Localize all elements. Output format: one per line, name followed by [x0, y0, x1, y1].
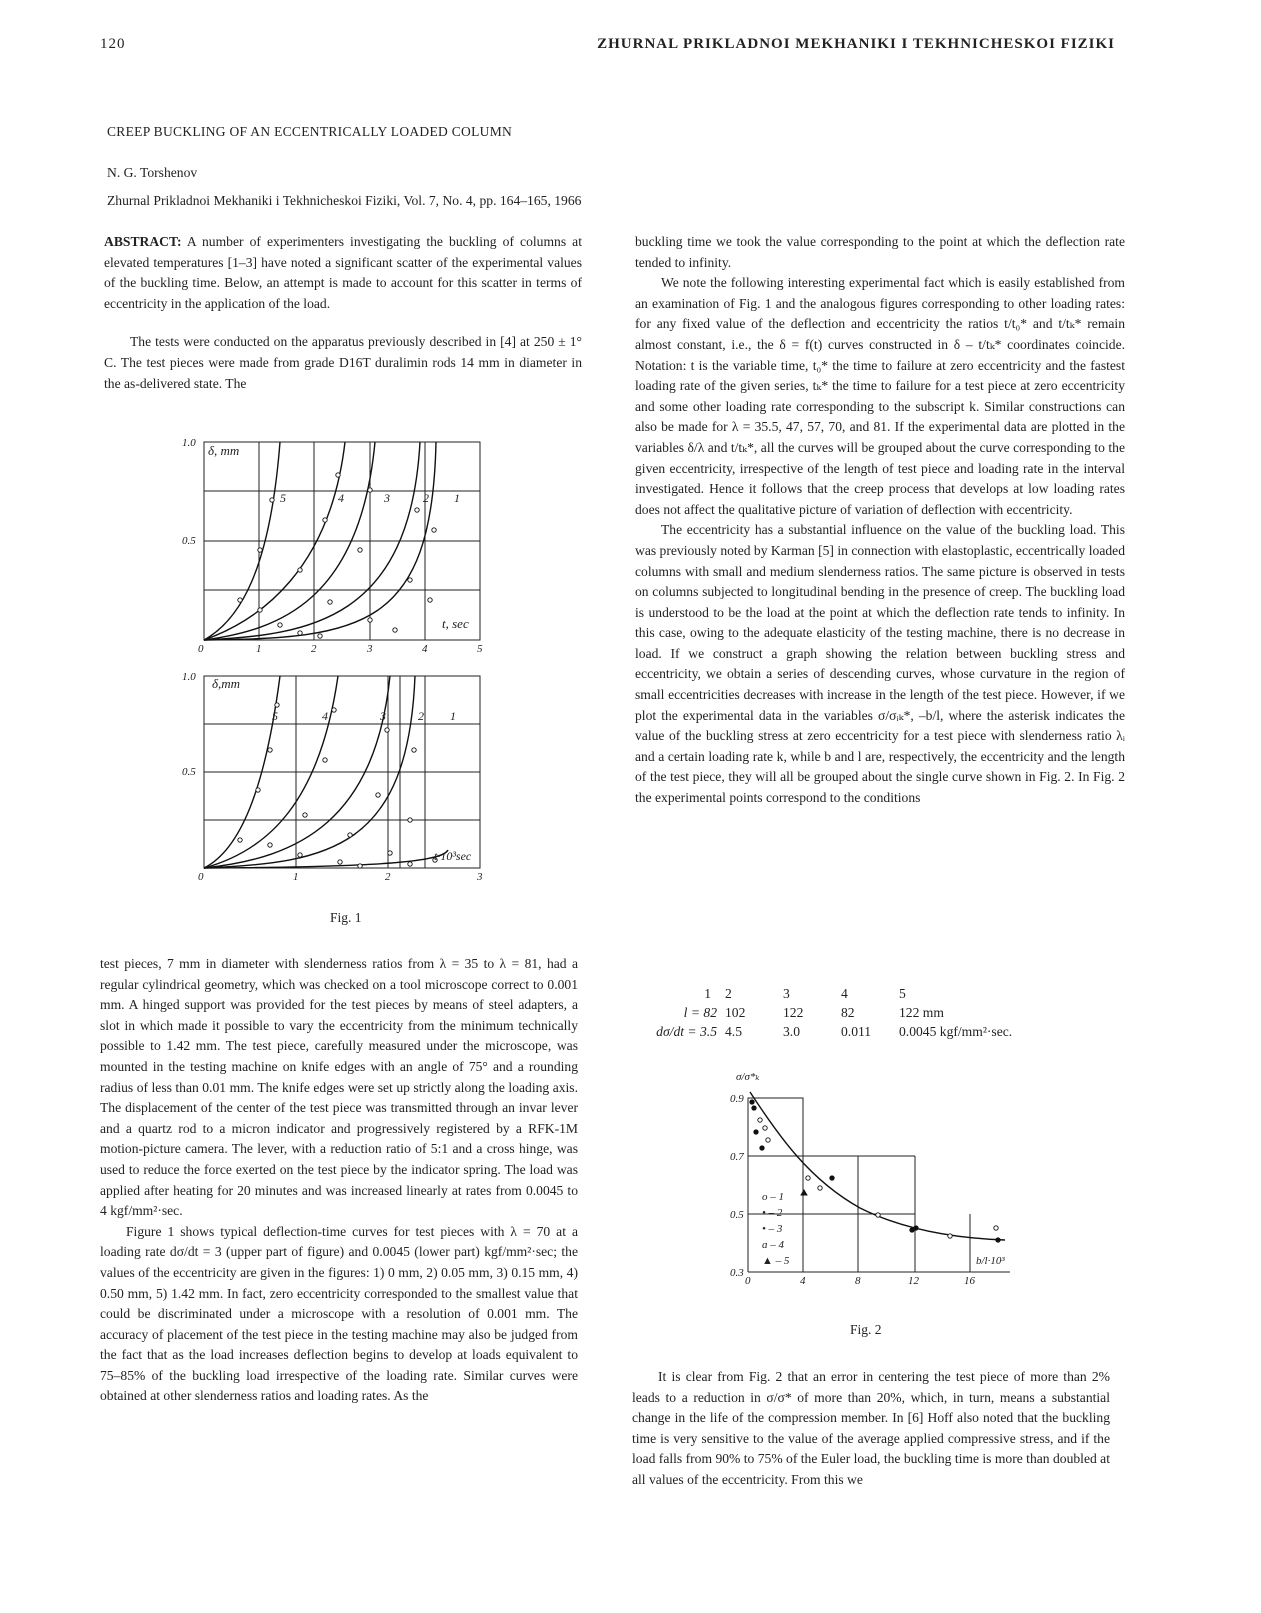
left-paragraph-3: Figure 1 shows typical deflection-time curves for test pieces with λ = 70 at a loading rate dσ/dt = 3 (upper part of figure) and 0.0045 (lower part) kgf/mm²·sec; the values of the eccentricity are given in the figures: 1) 0 mm, 2) 0.05 mm, 3) 0.15 mm, 4) 0.50 mm, 5) 1.42 mm. In fact, zero eccentricity corresponded to the smallest value that could be discriminated under a microscope with a resolution of 0.001 mm. The accuracy of placement of the test piece in the testing machine may also be judged from the fact that as the load increases deflection begins to develop at loads equivalent to 75–85% of the buckling load irrespective of the loading rate. Similar curves were obtained at other slenderness ratios and loading rates. As the: [100, 1223, 578, 1404]
fig1-top-label-5: 5: [280, 491, 286, 505]
fig1-bottom-label-5: 5: [272, 709, 278, 723]
fig1-top-ytick-05: 0.5: [182, 535, 196, 547]
fig2-ytick-03: 0.3: [730, 1267, 744, 1279]
cond-l-2: 102: [725, 1005, 746, 1020]
fig2-legend-1: o – 1: [762, 1191, 784, 1203]
fig2-ytick-05: 0.5: [730, 1209, 744, 1221]
page-number: 120: [100, 36, 126, 52]
fig1-bottom-label-1: 1: [450, 709, 456, 723]
abstract-label: ABSTRACT:: [104, 234, 182, 249]
fig1-top-ytick-1: 1.0: [182, 437, 196, 449]
fig1-top-label-1: 1: [454, 491, 460, 505]
fig2-xlabel: b/l·10³: [976, 1255, 1005, 1267]
fig2-xtick-16: 16: [964, 1275, 975, 1287]
fig2-ylabel: σ/σ*ₖ: [736, 1071, 760, 1083]
fig2-legend-3: • – 3: [762, 1223, 783, 1235]
abstract-paragraph: [104, 232, 582, 314]
cond-head-3: 3: [783, 986, 790, 1001]
cond-rate-2: 4.5: [725, 1024, 742, 1039]
fig2-xtick-8: 8: [855, 1275, 861, 1287]
right-column-upper: [635, 232, 1125, 809]
fig1-top-label-3: 3: [384, 491, 390, 505]
fig1-bottom-ytick-1: 1.0: [182, 671, 196, 683]
cond-l-label: l = 82: [683, 1005, 717, 1020]
fig2-legend-2: • – 2: [762, 1207, 783, 1219]
figure-2: [720, 1068, 1030, 1348]
conditions-header-row: [645, 984, 1012, 1003]
conditions-table: [645, 984, 1012, 1041]
abstract-text: A number of experimenters investigating the buckling of columns at elevated temperatures [1–3] have noted a significant scatter of the experimental values of the buckling time. Below, an attempt is made to account for this scatter in terms of eccentricity in the application of the load.: [104, 234, 582, 311]
cond-head-5: 5: [899, 986, 906, 1001]
fig1-caption: Fig. 1: [330, 910, 362, 925]
fig1-top-label-4: 4: [338, 491, 344, 505]
fig1-bottom-xtick-2: 2: [385, 871, 391, 883]
fig1-bottom-label-4: 4: [322, 709, 328, 723]
cond-rate-4: 0.011: [841, 1024, 872, 1039]
fig2-xtick-4: 4: [800, 1275, 806, 1287]
fig2-caption: Fig. 2: [850, 1322, 882, 1337]
fig2-curve: [750, 1092, 1005, 1240]
cond-rate-5: 0.0045 kgf/mm²·sec.: [899, 1024, 1013, 1039]
fig1-bottom-ylabel: δ,mm: [212, 676, 241, 691]
fig1-bottom-xlabel: t·10³sec: [434, 849, 472, 863]
fig1-top-xtick-5: 5: [477, 643, 483, 655]
article-title: CREEP BUCKLING OF AN ECCENTRICALLY LOADED COLUMN: [107, 124, 513, 139]
fig1-top-ylabel: δ, mm: [208, 443, 240, 458]
fig2-legend-4: ɑ – 4: [762, 1239, 784, 1251]
cond-rate-label: dσ/dt = 3.5: [656, 1024, 717, 1039]
fig1-top-panel: [182, 437, 483, 655]
fig2-ytick-09: 0.9: [730, 1093, 744, 1105]
right-paragraph-2: We note the following interesting experimental fact which is easily established from an examination of Fig. 1 and the analogous figures corresponding to other loading rates: for any fixed value of the deflection and eccentricity the ratios t/t₀* and t/tₖ* remain almost constant, i.e., the δ = f(t) curves constructed in δ – t/tₖ* coordinates coincide. Notation: t is the variable time, t₀* the time to failure at zero eccentricity and the fastest loading rate of the given series, tₖ* the time to failure for a test piece at zero eccentricity and some other loading rate corresponding to the subscript k. Similar constructions can also be made for λ = 35.5, 47, 57, 70, and 81. If the experimental data are plotted in the variables δ/λ and t/tₖ*, all the curves will be grouped about the curve corresponding to the given eccentricity, irrespective of the length of test piece and loading rate in the interval investigated. Hence it follows that the creep process that develops at low loading rates does not affect the qualitative picture of variation of deflection with eccentricity.: [635, 275, 1125, 517]
fig1-top-xtick-2: 2: [311, 643, 317, 655]
fig1-bottom-xtick-3: 3: [477, 871, 483, 883]
running-header: ZHURNAL PRIKLADNOI MEKHANIKI I TEKHNICHESKOI FIZIKI: [597, 36, 1115, 52]
fig2-xtick-0: 0: [745, 1275, 751, 1287]
fig1-bottom-xtick-1: 1: [293, 871, 299, 883]
left-column-lower: [100, 954, 578, 1407]
citation: Zhurnal Prikladnoi Mekhaniki i Tekhnicheskoi Fiziki, Vol. 7, No. 4, pp. 164–165, 1966: [107, 193, 582, 208]
fig1-top-label-2: 2: [423, 491, 429, 505]
cond-l-3: 122: [783, 1005, 804, 1020]
figure-1: [180, 430, 500, 930]
cond-head-2: 2: [725, 986, 732, 1001]
cond-head-1: 1: [704, 986, 711, 1001]
left-paragraph-1: The tests were conducted on the apparatus previously described in [4] at 250 ± 1° C. The test pieces were made from grade D16T duralimin rods 14 mm in diameter in the as-delivered state. The: [104, 334, 582, 391]
fig1-top-xlabel: t, sec: [442, 616, 469, 631]
cond-head-4: 4: [841, 986, 848, 1001]
fig1-bottom-label-3: 3: [380, 709, 386, 723]
fig1-bottom-ytick-0: 0: [198, 871, 204, 883]
fig2-legend-5: ▲ – 5: [762, 1255, 790, 1267]
conditions-length-row: [645, 1003, 1012, 1022]
cond-l-4: 82: [841, 1005, 855, 1020]
fig1-bottom-ytick-05: 0.5: [182, 766, 196, 778]
fig2-ytick-07: 0.7: [730, 1151, 744, 1163]
fig1-top-xtick-4: 4: [422, 643, 428, 655]
fig1-top-xtick-1: 1: [256, 643, 262, 655]
conditions-rate-row: [645, 1022, 1012, 1041]
right-column-lower: [632, 1367, 1110, 1491]
right-paragraph-4: It is clear from Fig. 2 that an error in centering the test piece of more than 2% leads to a reduction in σ/σ* of more than 20%, which, in turn, means a substantial change in the life of the compression member. In [6] Hoff also noted that the buckling time is very sensitive to the value of the average applied compressive stress, and if the load falls from 90% to 75% of the Euler load, the buckling time is more than doubled at all values of the eccentricity. From this we: [632, 1369, 1110, 1487]
cond-rate-3: 3.0: [783, 1024, 800, 1039]
left-paragraph-2: test pieces, 7 mm in diameter with slenderness ratios from λ = 35 to λ = 81, had a regular cylindrical geometry, which was checked on a tool microscope correct to 0.001 mm. A hinged support was provided for the test pieces by means of steel adapters, a slot in which made it possible to vary the eccentricity from the minimum technically possible to 1.42 mm. The test piece, carefully measured under the microscope, was mounted in the testing machine on knife edges with an angle of 75° and a rounding radius of less than 0.01 mm. The knife edges were set up strictly along the loading axis. The displacement of the center of the test piece was transmitted through an invar lever and a quartz rod to a micron indicator and progressively registered by a RFK-1M motion-picture camera. The lever, with a reduction ratio of 5:1 and a cross hinge, was used to reduce the force exerted on the test piece by the indicator spring. The load was applied after heating for 20 minutes and was increased linearly at rates from 0.0045 to 4 kgf/mm²·sec.: [100, 956, 578, 1219]
fig1-top-xtick-3: 3: [367, 643, 373, 655]
fig2-xtick-12: 12: [908, 1275, 919, 1287]
fig1-bottom-panel: [182, 671, 483, 883]
fig1-bottom-label-2: 2: [418, 709, 424, 723]
abstract-block: [104, 232, 582, 394]
cond-l-5: 122 mm: [899, 1005, 944, 1020]
right-paragraph-1: buckling time we took the value corresponding to the point at which the deflection rate tended to infinity.: [635, 234, 1125, 270]
fig1-top-ytick-0: 0: [198, 643, 204, 655]
right-paragraph-3: The eccentricity has a substantial influence on the value of the buckling load. This was previously noted by Karman [5] in connection with elastoplastic, eccentrically loaded columns with small and medium slenderness ratios. The same picture is observed in tests on columns subjected to longitudinal bending in the presence of creep. The buckling load is understood to be the load at the point at which the deflection rate tends to infinity. In this case, owing to the adequate elasticity of the testing machine, there is no decrease in load. If we construct a graph showing the relation between buckling stress and eccentricity, we obtain a series of descending curves, whose curvature in the region of small eccentricities decreases with increase in the length of the test piece. However, if we plot the experimental data in the variables σ/σᵢₖ*, –b/l, where the asterisk indicates the value of the buckling stress at zero eccentricity for a test piece with slenderness ratio λᵢ and a certain loading rate k, while b and l are, respectively, the eccentricity and the length of the test piece, they will all be grouped about the single curve shown in Fig. 2. In Fig. 2 the experimental points correspond to the conditions: [635, 522, 1125, 806]
author: N. G. Torshenov: [107, 165, 198, 180]
